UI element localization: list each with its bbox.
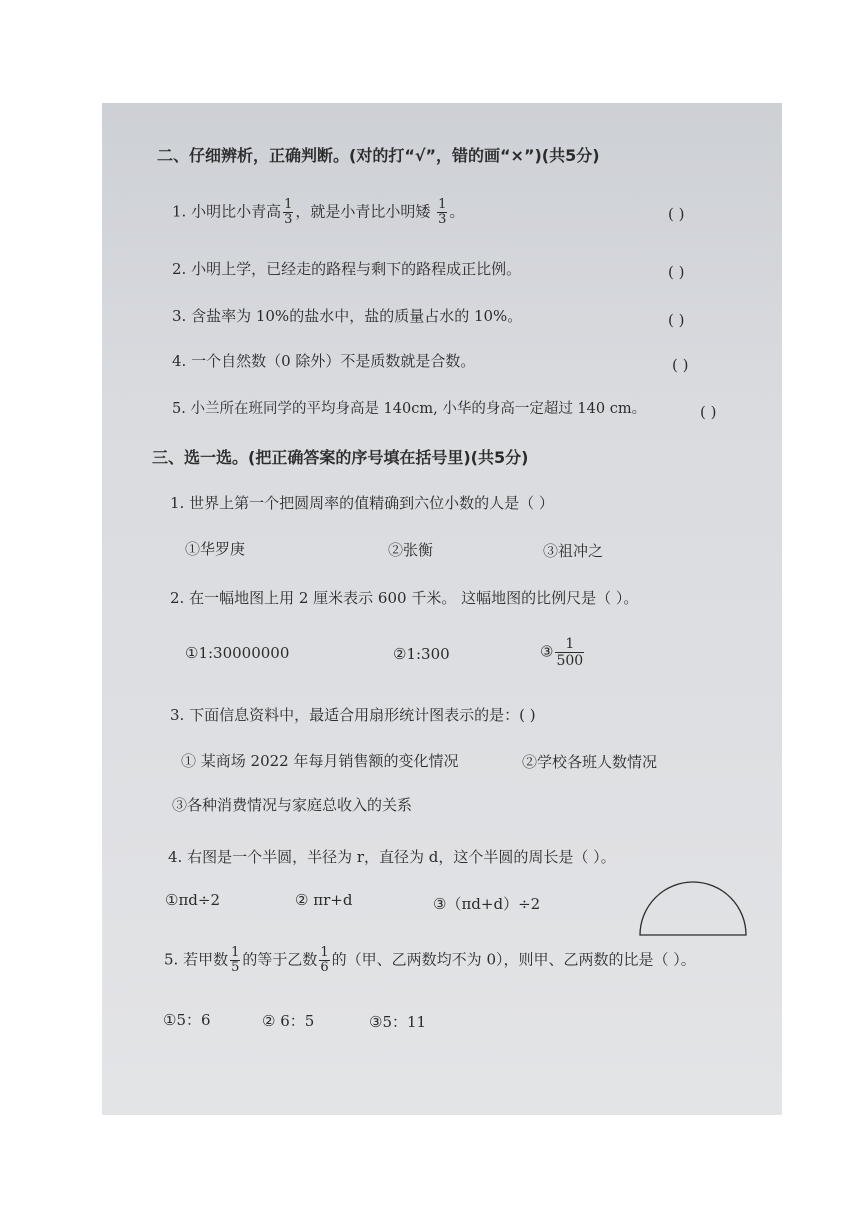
fraction: $\frac{1}{3}$ — [438, 197, 447, 227]
q2-option-b[interactable]: ②1:300 — [393, 645, 450, 663]
q3-option-c[interactable]: ③各种消费情况与家庭总收入的关系 — [172, 796, 413, 814]
q5-option-c[interactable]: ③5：11 — [369, 1013, 427, 1031]
q4-option-c[interactable]: ③（πd+d）÷2 — [433, 895, 541, 913]
semicircle-figure — [637, 876, 749, 938]
choice-q2: 2. 在一幅地图上用 2 厘米表示 600 千米。 这幅地图的比例尺是（ ）。 — [170, 589, 639, 607]
q3-option-b[interactable]: ②学校各班人数情况 — [522, 753, 658, 771]
fraction: $\frac{1}{500}$ — [556, 636, 584, 669]
q1-option-c[interactable]: ③祖冲之 — [543, 542, 604, 560]
judge-item-3: 3. 含盐率为 10%的盐水中，盐的质量占水的 10%。 — [172, 307, 523, 325]
q5-option-a[interactable]: ①5：6 — [163, 1011, 211, 1029]
q4-option-a[interactable]: ①πd÷2 — [165, 891, 221, 909]
judge-item-2: 2. 小明上学，已经走的路程与剩下的路程成正比例。 — [172, 260, 522, 278]
q5-option-b[interactable]: ② 6：5 — [262, 1012, 315, 1030]
fraction: $\frac{1}{6}$ — [320, 945, 329, 975]
q4-option-b[interactable]: ② πr+d — [295, 891, 353, 909]
choice-q4: 4. 右图是一个半圆，半径为 r，直径为 d，这个半圆的周长是（ ）。 — [168, 848, 616, 866]
choice-q3: 3. 下面信息资料中，最适合用扇形统计图表示的是：( ) — [170, 706, 536, 724]
judge-item-4: 4. 一个自然数（0 除外）不是质数就是合数。 — [172, 352, 476, 370]
choice-q1: 1. 世界上第一个把圆周率的值精确到六位小数的人是（ ） — [170, 494, 554, 512]
fraction: $\frac{1}{3}$ — [284, 197, 293, 227]
q1-option-b[interactable]: ②张衡 — [388, 541, 434, 559]
answer-blank-5[interactable]: ( ) — [700, 403, 717, 421]
judge-item-1: 1. 小明比小青高 $\frac{1}{3}$ ，就是小青比小明矮 $\frac{1}{3}$ 。 — [172, 197, 465, 227]
q2-option-a[interactable]: ①1:30000000 — [185, 644, 290, 662]
section3-title: 三、选一选。(把正确答案的序号填在括号里)(共5分) — [152, 448, 529, 467]
answer-blank-3[interactable]: ( ) — [668, 311, 685, 329]
answer-blank-4[interactable]: ( ) — [672, 356, 689, 374]
answer-blank-1[interactable]: ( ) — [668, 205, 685, 223]
fraction: $\frac{1}{5}$ — [231, 945, 240, 975]
section2-title: 二、仔细辨析，正确判断。(对的打“√”，错的画“×”)(共5分) — [157, 146, 600, 165]
answer-blank-2[interactable]: ( ) — [668, 263, 685, 281]
q1-option-a[interactable]: ①华罗庚 — [185, 540, 246, 558]
q3-option-a[interactable]: ① 某商场 2022 年每月销售额的变化情况 — [181, 752, 459, 770]
choice-q5: 5. 若甲数 $\frac{1}{5}$ 的等于乙数 $\frac{1}{6}$ 的（甲、乙两数均不为 0），则甲、乙两数的比是（ ）。 — [164, 945, 696, 975]
judge-item-5: 5. 小兰所在班同学的平均身高是 140cm, 小华的身高一定超过 140 cm。 — [172, 401, 647, 417]
q2-option-c[interactable]: ③ $\frac{1}{500}$ — [540, 636, 584, 669]
